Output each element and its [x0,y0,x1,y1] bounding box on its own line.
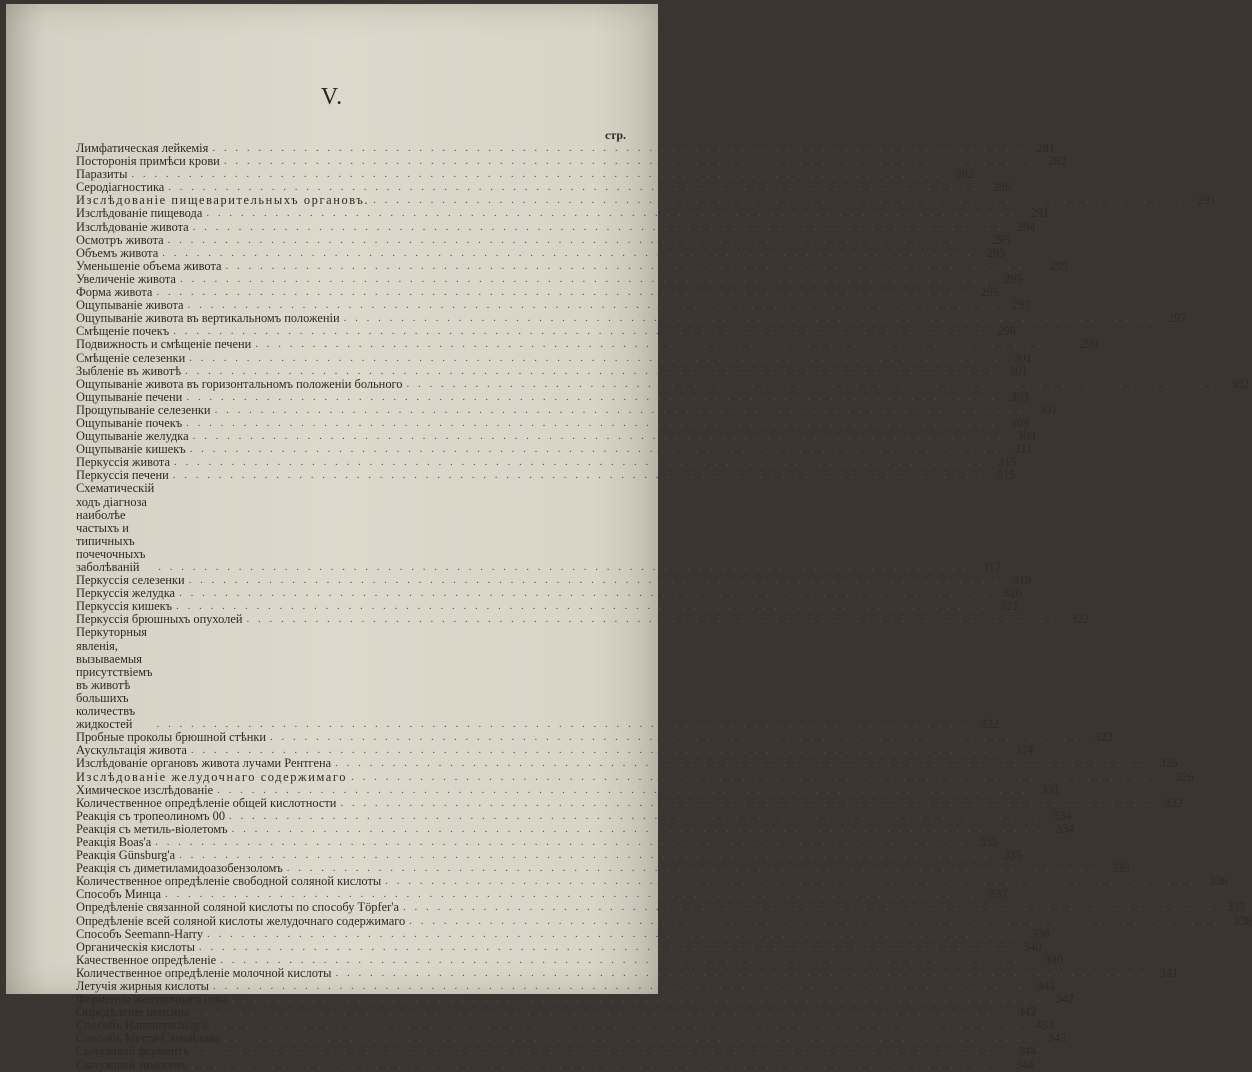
toc-entry-page: 326 [1175,769,1194,784]
toc-entry-page: 320 [1003,586,1022,601]
toc-entry [76,232,1011,247]
toc-entry-title: Реакція съ метиль-віолетомъ [76,821,228,836]
toc-entry-page: 322 [1070,612,1090,627]
toc-entry [76,271,1023,286]
toc-entry-title: Посторонія примѣси крови [76,154,220,169]
toc-entry-page: 337 [989,887,1008,902]
toc-entry-title: Смѣщеніе почекъ [76,324,170,339]
toc-entry-title: Перкуторныя явленія, вызываемыя присутствіемъ въ животѣ большихъ количествъ жидкостей [76,625,153,732]
toc-entry-title: Изслѣдованіе желудочнаго содержимаго [76,769,348,784]
toc-entry-title: Объемъ живота [76,245,159,260]
toc-entry-title: Способъ Минца [76,887,162,902]
dot-leader [287,862,1098,875]
toc-entry-page: 297 [1167,311,1187,326]
toc-entry-title: Химическое изслѣдованіе [76,782,214,797]
toc-entry-title: Реакція Boas'а [76,834,152,849]
toc-entry-page: 334 [1053,808,1072,823]
dot-leader [194,1006,1005,1019]
toc-entry [76,376,1250,391]
dot-leader [232,823,1043,836]
toc-entry-title: Реакція съ диметиламидоазобензоломъ [76,861,283,876]
toc-entry-page: 338 [1031,926,1050,941]
toc-entry-title: Сычужный зимогенъ [76,1057,188,1072]
toc-entry [76,821,1075,836]
toc-entry [76,219,1036,234]
dot-leader [173,325,984,338]
dot-leader [226,260,1037,273]
toc-entry-title: Перкуссія селезенки [76,573,185,588]
toc-entry-page: 303 [1010,389,1030,404]
dot-leader [193,430,1004,443]
toc-entry [76,769,1194,784]
toc-entry-title: Способъ Метта-Самойлова [76,1031,220,1046]
toc-entry-page: 301 [1013,350,1032,365]
dot-leader [215,404,1026,417]
toc-entry-title: Ощупываніе кишекъ [76,442,186,457]
page-column-header: стр. [604,128,626,142]
dot-leader [189,574,1000,587]
toc-entry-page: 301 [1009,363,1028,378]
toc-entry-page: 332 [1164,795,1184,810]
toc-entry-page: 334 [1055,821,1075,836]
dot-leader [373,194,1184,207]
toc-entry-title: Схематическій ходъ діагноза наиболѣе частыхъ и типичныхъ почечочныхъ заболѣваній [76,481,155,574]
toc-entry-title: Серодіагностика [76,180,165,195]
toc-entry-page: 315 [998,455,1017,470]
toc-entry-page: 295 [1049,258,1069,273]
toc-entry [76,756,1178,771]
dot-leader [212,142,1023,155]
toc-entry-title: Паразиты [76,167,128,182]
toc-entry-title: Лимфатическая лейкемія [76,141,209,155]
dot-leader [185,365,996,378]
toc-entry-title: Летучія жирныя кислоты [76,979,209,993]
toc-entry-page: 321 [1000,599,1019,614]
toc-entry-title: Увеличеніе живота [76,271,176,286]
dot-leader [157,718,968,731]
toc-entry-page: 344 [1015,1057,1034,1072]
dot-leader [155,836,966,849]
dot-leader [158,561,969,574]
toc-entry-page: 297 [1011,298,1031,313]
toc-entry-title: Изслѣдованіе органовъ живота лучами Рентгена [76,756,332,771]
toc-entry-title: Прощупываніе селезенки [76,402,211,417]
toc-entry-title: Количественное опредѣленіе общей кислотности [76,795,337,810]
toc-entry [76,468,1016,483]
dot-leader [340,797,1151,810]
dot-leader [406,378,1217,391]
dot-leader [409,915,1220,928]
toc-entry-title: Перкуссія желудка [76,586,176,601]
toc-entry-page: 324 [1015,743,1034,758]
toc-entry-page: 286 [992,180,1012,195]
dot-leader [156,286,967,299]
dot-leader [131,168,942,181]
toc-entry-title: Ощупываніе живота [76,298,184,313]
dot-leader [186,417,997,430]
dot-leader [220,954,1031,967]
toc-entry [76,1057,1034,1072]
toc-entry [76,337,1099,352]
toc-entry [76,900,1246,915]
dot-leader [186,391,997,404]
dot-leader [193,1045,1004,1058]
toc-entry [76,481,1002,574]
toc-entry-page: 282 [955,167,975,182]
toc-entry-page: 295 [1004,271,1023,286]
toc-entry-page: 298 [997,324,1016,339]
toc-entry-page: 317 [982,560,1002,574]
toc-entry [76,926,1050,941]
toc-entry [76,389,1030,404]
toc-entry-page: 344 [1017,1044,1037,1059]
toc-entry-page: 340 [1023,939,1042,954]
toc-entry-title: Реакція съ тропеолиномъ 00 [76,808,226,823]
dot-leader [176,600,987,613]
toc-entry-page: 291 [1197,193,1216,208]
toc-entry-page: 299 [1079,337,1099,352]
toc-entry-page: 311 [1014,442,1033,457]
toc-entry-title: Ощупываніе почекъ [76,415,183,430]
dot-leader [403,901,1214,914]
dot-leader [189,352,1000,365]
toc-entry-title: Ощупываніе живота въ вертикальномъ положеніи [76,311,340,326]
toc-entry-title: Аускультація живота [76,743,187,758]
dot-leader [224,155,1035,168]
toc-entry-title: Опредѣленіе связанной соляной кислоты по способу Töpfer'а [76,900,399,915]
dot-leader [213,980,1024,993]
toc-entry-title: Перкуссія живота [76,455,170,470]
toc-entry [76,258,1069,273]
toc-entry [76,795,1184,810]
toc-entry-title: Качественное опредѣленіе [76,952,217,967]
toc-entry [76,939,1042,954]
toc-entry-page: 282 [1047,154,1067,169]
toc-entry-page: 323 [1094,730,1113,745]
toc-entry-page: 331 [1041,782,1060,797]
toc-entry-page: 307 [1038,402,1058,417]
toc-entry [76,363,1028,378]
toc-entry [76,402,1058,417]
toc-entry-title: Способъ Seemann-Harry [76,926,204,941]
toc-entry-page: 295 [986,245,1006,260]
toc-entry-page: 336 [1209,874,1228,889]
toc-entry-page: 315 [996,468,1016,483]
dot-leader [190,443,1001,456]
toc-entry-title: Изслѣдованіе пищеварительныхъ органовъ. [76,193,370,208]
dot-leader [211,1019,1022,1032]
toc-entry [76,245,1006,260]
toc-entry-page: 338 [1233,913,1252,928]
toc-entry-page: 341 [1037,979,1056,993]
dot-leader [199,941,1010,954]
toc-entry-title: Уменьшеніе объема живота [76,258,222,273]
toc-entry-page: 337 [1227,900,1246,915]
dot-leader [179,849,990,862]
section-heading: V. [320,84,344,110]
toc-entry [76,808,1072,823]
toc-entry [76,206,1050,221]
dot-leader [224,1032,1035,1045]
toc-entry-title: Пробные проколы брюшной стѣнки [76,730,267,745]
book-page [6,4,1252,1072]
toc-entry-page: 322 [980,717,1000,732]
toc-entry-title: Изслѣдованіе живота [76,219,189,234]
toc-entry-title: Ощупываніе печени [76,389,183,404]
toc-entry-page: 343 [1047,1031,1067,1046]
table-of-contents [76,141,1252,1072]
toc-entry-page: 281 [1036,141,1056,155]
toc-entry-page: 335 [1003,848,1022,863]
toc-entry-page: 335 [1110,861,1130,876]
toc-entry-page: 294 [1016,219,1036,234]
toc-entry-page: 325 [1159,756,1178,771]
toc-entry-title: Изслѣдованіе пищевода [76,206,203,221]
toc-entry-title: Перкуссія кишекъ [76,599,173,614]
dot-leader [217,784,1028,797]
toc-entry-title: Количественное опредѣленіе свободной соляной кислоты [76,874,382,889]
toc-entry [76,625,1000,732]
toc-entry [76,350,1032,365]
toc-entry-title: Смѣщеніе селезенки [76,350,186,365]
dot-leader [335,757,1146,770]
dot-leader [255,338,1066,351]
toc-entry-title: Ощупываніе живота въ горизонтальномъ положеніи больного [76,376,403,391]
toc-entry-page: 295 [980,285,1000,300]
dot-leader [247,613,1058,626]
toc-entry [76,913,1252,928]
toc-entry-title: Ощупываніе желудка [76,429,189,444]
toc-entry-title: Осмотръ живота [76,232,164,247]
dot-leader [191,1059,1002,1072]
toc-entry-page: 309 [1016,429,1036,444]
toc-entry-page: 335 [979,834,999,849]
toc-entry-title: Форма живота [76,285,153,300]
toc-entry [76,782,1060,797]
toc-entry [76,154,1067,169]
dot-leader [193,221,1004,234]
toc-entry-title: Реакція Günsburg'а [76,848,176,863]
dot-leader [344,312,1155,325]
dot-leader [229,810,1040,823]
dot-leader [180,273,991,286]
dot-leader [168,234,979,247]
toc-entry-page: 291 [1030,206,1050,221]
dot-leader [173,469,984,482]
toc-entry [76,612,1090,627]
toc-entry-title: Способъ Hammerschlag'а [76,1018,208,1033]
toc-entry-title: Зыбленіе въ животѣ [76,363,182,378]
toc-entry-page: 295 [991,232,1011,247]
dot-leader [162,247,973,260]
dot-leader [336,967,1147,980]
dot-leader [231,993,1042,1006]
toc-entry-page: 342 [1055,992,1074,1007]
toc-entry [76,1044,1037,1059]
toc-entry-title: Сычужный ферментъ [76,1044,190,1059]
toc-entry [76,952,1063,967]
toc-entry-title: Органическія кислоты [76,939,195,954]
dot-leader [179,587,990,600]
toc-entry-page: 319 [1012,573,1032,588]
dot-leader [174,456,985,469]
dot-leader [207,928,1018,941]
dot-leader [385,875,1196,888]
toc-entry-title: Перкуссія брюшныхъ опухолей [76,612,243,627]
toc-entry-page: 433 [1035,1018,1055,1033]
toc-entry-title: Опредѣленіе пепсина [76,1005,190,1020]
toc-entry-title: Перкуссія печени [76,468,169,483]
toc-entry-title: Ферменты желудочнаго сока [76,992,228,1007]
toc-entry-page: 302 [1230,376,1250,391]
toc-entry-title: Опредѣленіе всей соляной кислоты желудочнаго содержимаго [76,913,406,928]
dot-leader [351,771,1162,784]
toc-entry-page: 341 [1159,965,1179,980]
toc-entry-title: Подвижность и смѣщеніе печени [76,337,252,352]
toc-entry-page: 342 [1017,1005,1037,1020]
toc-entry-title: Количественное опредѣленіе молочной кислоты [76,965,332,980]
toc-entry-page: 309 [1010,415,1029,430]
toc-entry-page: 340 [1044,952,1063,967]
dot-leader [206,207,1017,220]
dot-leader [270,731,1081,744]
